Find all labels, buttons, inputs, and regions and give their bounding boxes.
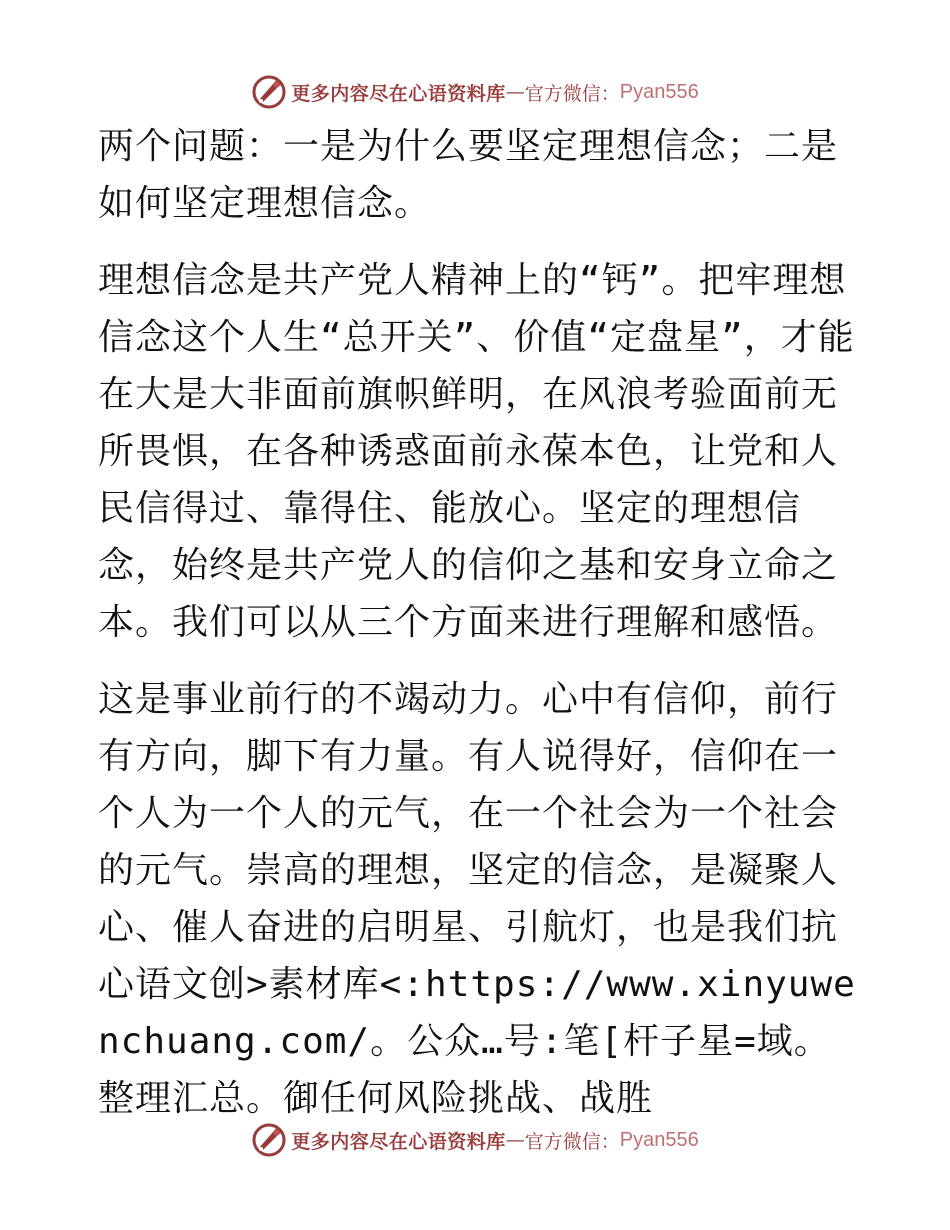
banner-separator: —: [505, 1129, 525, 1151]
paragraph-1: 两个问题：一是为什么要坚定理想信念；二是如何坚定理想信念。: [98, 126, 839, 224]
banner-wechat-label: 官方微信：: [524, 1130, 620, 1153]
banner-text: 更多内容尽在心语资料库: [291, 1130, 506, 1153]
banner-separator: —: [505, 81, 525, 103]
banner-wechat-id: Pyan556: [619, 1128, 699, 1151]
paragraph-2: 理想信念是共产党人精神上的“钙”。把牢理想信念这个人生“总开关”、价值“定盘星”，才能在大是大非面前旗帜鲜明，在风浪考验面前无所畏惧，在各种诱惑面前永葆本色，让党和人民信得过、靠得住、能放心。坚定的理想信念，始终是共产党人的信仰之基和安身立命之本。我们可以从三个方面来进行理解和感悟。: [98, 260, 855, 643]
paragraph-3: 这是事业前行的不竭动力。心中有信仰，前行有方向，脚下有力量。有人说得好，信仰在一个人为一个人的元气，在一个社会为一个社会的元气。崇高的理想，坚定的信念，是凝聚人心、催人奋进的启明星、引航灯，也是我们抗心语文创>素材库<:https://www.xinyuwenchuang.com/。公众…号:笔[杆子星=域。整理汇总。御任何风险挑战、战胜: [98, 679, 856, 1119]
banner-wechat-label: 官方微信：: [524, 82, 620, 105]
header-banner: [0, 72, 950, 112]
banner-wechat-id: Pyan556: [619, 80, 699, 103]
banner-text: 更多内容尽在心语资料库: [291, 82, 506, 105]
pen-logo-icon: [251, 74, 287, 110]
document-body: [98, 118, 858, 1147]
footer-banner: [0, 1120, 950, 1160]
pen-logo-icon: [251, 1122, 287, 1158]
